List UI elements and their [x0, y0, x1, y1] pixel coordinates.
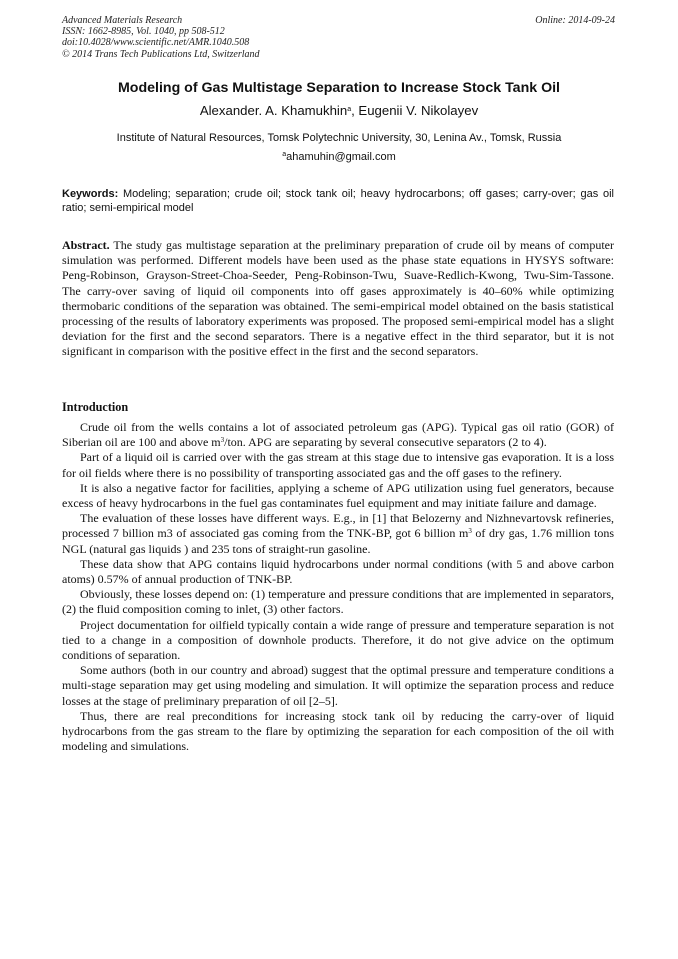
keywords-block: [62, 187, 614, 215]
paragraph-text: Crude oil from the wells contains a lot of associated petroleum gas (APG). Typical gas oil ratio (GOR) of Siberian oil are 100 and above m: [62, 420, 614, 450]
abstract-block: [62, 238, 614, 360]
email-address[interactable]: ahamuhin@gmail.com: [286, 151, 396, 163]
superscript: 3: [220, 436, 225, 445]
paragraph-text: The evaluation of these losses have different ways. E.g., in [1] that Belozerny and Nizhnevartovsk refineries, processed 7 billion m3 of associated gas coming from the TNK-BP, got 6 billion m: [62, 511, 614, 541]
affiliation: Institute of Natural Resources, Tomsk Polytechnic University, 30, Lenina Av., Tomsk, Russia: [116, 132, 562, 144]
journal-copyright: © 2014 Trans Tech Publications Ltd, Switzerland: [62, 48, 260, 60]
email-mark: a: [282, 151, 287, 158]
keywords-label: Keywords:: [62, 188, 119, 200]
introduction-body: [62, 420, 614, 754]
author-name: Eugenii V. Nikolayev: [358, 103, 479, 118]
journal-header: [62, 15, 615, 60]
paragraph: [62, 511, 614, 557]
author-name: Alexander. A. Khamukhin: [199, 103, 348, 118]
paragraph: These data show that APG contains liquid hydrocarbons under normal conditions (with 5 and above carbon atoms) 0.57% of annual production of TNK-BP.: [62, 556, 614, 587]
paragraph: Part of a liquid oil is carried over with the gas stream at this stage due to intensive gas evaporation. It is a loss for oil fields where there is no possibility of transporting associated gas and the off gases to the refinery.: [62, 450, 614, 480]
paragraph: Some authors (both in our country and abroad) suggest that the optimal pressure and temperature conditions a multi-stage separation may get using modeling and simulation. It will optimize the separation process and reduce losses at the stage of preliminary preparation of oil [2–5].: [62, 663, 614, 708]
superscript: 3: [468, 527, 472, 536]
paragraph: Thus, there are real preconditions for increasing stock tank oil by reducing the carry-over of liquid hydrocarbons from the gas stream to the flare by optimizing the separation for each composition of the oil with modeling and simulations.: [62, 708, 614, 754]
author-list: [40, 103, 638, 119]
paragraph: Project documentation for oilfield typically contain a wide range of pressure and temperature separation is not tied to a change in a composition of downhole products. Therefore, it do not give advice on the optimum conditions of separation.: [62, 617, 614, 663]
paragraph-text: of dry gas, 1.76 million tons NGL (natural gas liquids ) and 235 tons of straight-run gasoline.: [62, 526, 615, 556]
abstract-text: The study gas multistage separation at the preliminary preparation of crude oil by means of computer simulation was performed. Different models have been used as the phase state equations in HYSYS software: Peng-Robinson, Grayson-Street-Choa-Seeder, Peng-Robinson-Twu, Suave-Redlich-Kwong, Twu-Sim-Tassone. The carry-over saving of liquid oil components into off gases approximately is 40–60% while optimizing thermobaric conditions of the separation was obtained. The semi-empirical model obtained on the basis statistical processing of the results of laboratory experiments was proposed. The proposed semi-empirical model has a slight deviation for the first and the second separators. There is a negative effect in the third separator, but it is not significant in comparison with the positive effect in the first and the second separators.: [62, 238, 614, 359]
section-heading-introduction: Introduction: [62, 400, 129, 414]
author-email[interactable]: [40, 151, 638, 164]
author-separator: ,: [351, 103, 359, 118]
paragraph: Obviously, these losses depend on: (1) temperature and pressure conditions that are implemented in separators, (2) the fluid composition coming to inlet, (3) other factors.: [62, 587, 614, 617]
journal-issn: ISSN: 1662-8985, Vol. 1040, pp 508-512: [62, 26, 225, 38]
paragraph: [62, 420, 614, 450]
journal-name: Advanced Materials Research: [62, 15, 183, 26]
author-affiliation-mark: a: [347, 106, 352, 113]
keywords-text: Modeling; separation; crude oil; stock tank oil; heavy hydrocarbons; off gases; carry-over; gas oil ratio; semi-empirical model: [62, 188, 614, 214]
paper-title: Modeling of Gas Multistage Separation to Increase Stock Tank Oil: [117, 80, 560, 96]
paragraph: It is also a negative factor for facilities, applying a scheme of APG utilization using fuel generators, because excess of heavy hydrocarbons in the fuel gas contaminates fuel equipment and may initiate failure and damage.: [62, 480, 614, 511]
online-date: Online: 2014-09-24: [535, 15, 615, 26]
journal-doi[interactable]: doi:10.4028/www.scientific.net/AMR.1040.508: [62, 37, 250, 49]
paragraph-text: /ton. APG are separating by several consecutive separators (2 to 4).: [224, 435, 547, 450]
abstract-label: Abstract.: [62, 238, 110, 252]
